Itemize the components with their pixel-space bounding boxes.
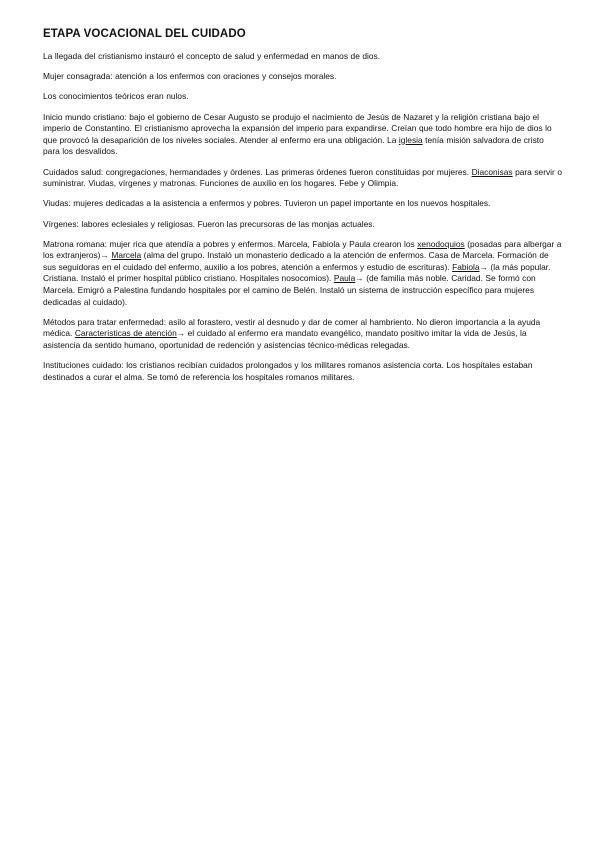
paragraph-p8 [43, 239, 563, 309]
paragraph-text: (alma del grupo. Instaló un monasterio dedicado a la atención de enfermos. Casa de Marcela. Formación de sus seguidoras en el cuidado del enfermo, auxilio a los pobres, atención a enfermos y estudio de escrituras). [43, 250, 549, 272]
paragraph-text: → (de familia más noble. Caridad. Se formó con Marcela. Emigró a Palestina fundando hospitales por el camino de Belén. Instaló un sistema de instrucción específico para mujeres dedicadas al cuidado). [43, 273, 536, 307]
paragraph-p2 [43, 71, 563, 83]
underlined-term: Fabiola [452, 261, 480, 272]
underlined-term: iglesia [398, 134, 423, 145]
paragraph-text: Vírgenes: labores eclesiales y religiosas. Fueron las precursoras de las monjas actuales. [43, 218, 375, 229]
page-title: ETAPA VOCACIONAL DEL CUIDADO [43, 28, 246, 40]
paragraph-text: Cuidados salud: congregaciones, hermandades y órdenes. Las primeras órdenes fueron constituidas por mujeres. [43, 166, 472, 177]
paragraph-text: Mujer consagrada: atención a los enfermos con oraciones y consejos morales. [43, 71, 337, 82]
paragraph-text: Matrona romana: mujer rica que atendía a pobres y enfermos. Marcela, Fabiola y Paula crearon los [43, 238, 418, 249]
paragraph-text: para servir o suministrar. Viudas, vírgenes y matronas. Funciones de auxilio en los hogares. Febe y Olimpia. [43, 166, 563, 189]
paragraph-p6 [43, 198, 563, 210]
paragraph-text: → (la más popular. Cristiana. Instaló el primer hospital público cristiano. Hospitales nosocomios). [43, 261, 551, 284]
document-body [43, 51, 563, 383]
paragraph-p5 [43, 167, 563, 190]
underlined-term: Características de atención [74, 328, 177, 339]
paragraph-text: Métodos para tratar enfermedad: asilo al forastero, vestir al desnudo y dar de comer al hambriento. No dieron importancia a la ayuda médica. [43, 316, 541, 339]
paragraph-text: → el cuidado al enfermo era mandato evangélico, mandato positivo imitar la vida de Jesús, la asistencia da sentido humano, oportunidad de redención y asistencias técnico-médicas relegadas. [43, 328, 527, 351]
paragraph-p9 [43, 317, 563, 352]
underlined-term: Paula [333, 273, 356, 284]
paragraph-text: Los conocimientos teóricos eran nulos. [43, 91, 189, 102]
paragraph-p1 [43, 51, 563, 63]
underlined-term: xenodoquios [417, 238, 465, 249]
paragraph-text: Inicio mundo cristiano: bajo el gobierno de Cesar Augusto se produjo el nacimiento de Jesús de Nazaret y la religión cristiana bajo el imperio de Constantino. El cristianismo aprovecha la expansión del imperio para expandirse. Creían que todo hombre era hijo de dios lo que provocó la desaparición de los niveles sociales. Atender al enfermo era una obligación. La [43, 111, 552, 145]
paragraph-p4 [43, 112, 563, 158]
paragraph-text: Instituciones cuidado: los cristianos recibían cuidados prolongados y los militares romanos asistencia corta. Los hospitales estaban destinados a curar el alma. Se tomó de referencia los hospitales romanos militares. [43, 360, 533, 382]
paragraph-text: (posadas para albergar a los extranjeros)→ [43, 238, 562, 261]
paragraph-text: La llegada del cristianismo instauró el concepto de salud y enfermedad en manos de dios. [43, 51, 381, 61]
underlined-term: Marcela [111, 250, 142, 261]
document-page [43, 28, 563, 392]
underlined-term: Diaconisas [471, 166, 513, 177]
paragraph-p3 [43, 91, 563, 103]
paragraph-text: Viudas: mujeres dedicadas a la asistencia a enfermos y pobres. Tuvieron un papel importante en los nuevos hospitales. [43, 198, 491, 209]
paragraph-text: tenía misión salvadora de cristo para los desvalidos. [43, 134, 544, 157]
paragraph-p10 [43, 360, 563, 383]
paragraph-p7 [43, 219, 563, 231]
